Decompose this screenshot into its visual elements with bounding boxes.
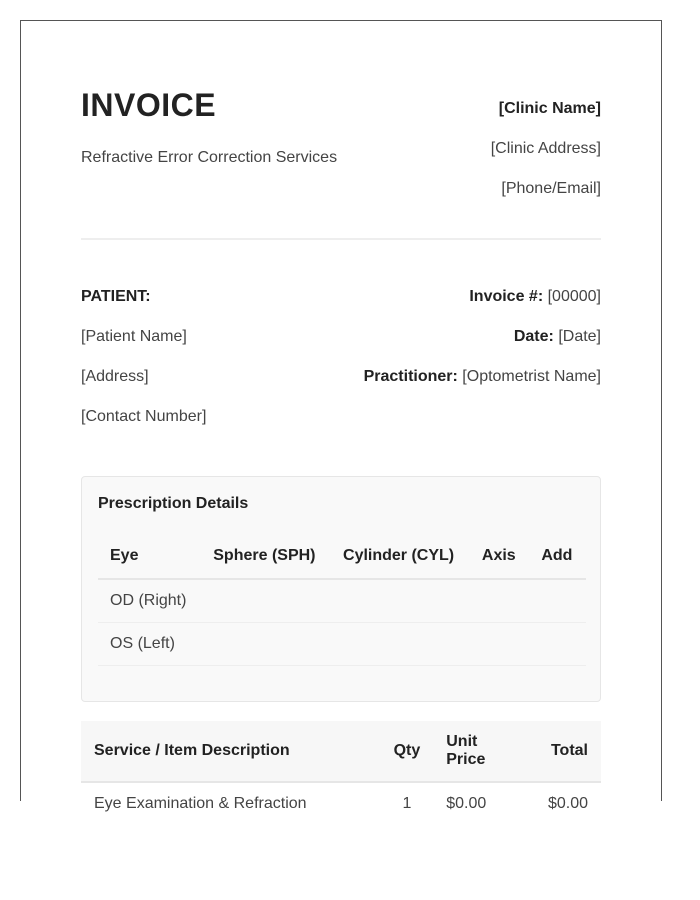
clinic-info — [491, 99, 601, 219]
table-row — [98, 579, 586, 623]
svc-cell-description: Eye Examination & Refraction — [94, 795, 307, 812]
invoice-subtitle: Refractive Error Correction Services — [81, 149, 338, 166]
practitioner-line — [364, 367, 601, 407]
rx-cell-add — [529, 579, 586, 623]
patient-info — [81, 287, 206, 447]
svc-header-total: Total — [519, 721, 601, 782]
prescription-title: Prescription Details — [98, 495, 249, 512]
practitioner-name: [Optometrist Name] — [462, 368, 601, 385]
invoice-title: INVOICE — [81, 87, 217, 123]
rx-cell-sphere — [201, 623, 331, 666]
prescription-panel — [81, 476, 601, 702]
rx-header-axis: Axis — [470, 533, 529, 579]
clinic-name: [Clinic Name] — [498, 100, 601, 117]
invoice-number: [00000] — [547, 288, 601, 305]
rx-cell-eye: OS (Left) — [98, 623, 201, 666]
services-header-row — [81, 721, 601, 782]
table-row — [98, 623, 586, 666]
svc-cell-qty: 1 — [402, 795, 412, 812]
prescription-table — [98, 533, 586, 666]
rx-header-cylinder: Cylinder (CYL) — [331, 533, 470, 579]
invoice-date-label: Date: — [513, 328, 554, 345]
rx-cell-sphere — [201, 579, 331, 623]
rx-cell-cylinder — [331, 623, 470, 666]
invoice-number-line — [364, 287, 601, 327]
svc-header-unit-price: Unit Price — [433, 721, 519, 782]
rx-cell-axis — [470, 579, 529, 623]
rx-cell-axis — [470, 623, 529, 666]
invoice-date: [Date] — [558, 328, 601, 345]
patient-contact: [Contact Number] — [81, 408, 207, 425]
svc-header-qty: Qty — [381, 721, 434, 782]
invoice-number-label: Invoice #: — [469, 288, 544, 305]
clinic-contact: [Phone/Email] — [501, 180, 601, 197]
prescription-header-row — [98, 533, 586, 579]
invoice-page — [20, 20, 662, 812]
invoice-date-line — [364, 327, 601, 367]
svc-cell-total: $0.00 — [547, 795, 588, 812]
rx-header-sphere: Sphere (SPH) — [201, 533, 331, 579]
rx-cell-add — [529, 623, 586, 666]
patient-label: PATIENT: — [81, 288, 151, 305]
clinic-address: [Clinic Address] — [490, 140, 601, 157]
invoice-meta — [364, 287, 601, 407]
table-row — [81, 782, 601, 825]
header-divider — [81, 238, 601, 240]
rx-cell-eye: OD (Right) — [98, 579, 201, 623]
rx-header-add: Add — [529, 533, 586, 579]
svc-cell-unit-price: $0.00 — [446, 795, 487, 812]
patient-address: [Address] — [81, 368, 149, 385]
services-table — [81, 721, 601, 825]
svc-header-description: Service / Item Description — [81, 721, 381, 782]
rx-header-eye: Eye — [98, 533, 201, 579]
practitioner-label: Practitioner: — [363, 368, 458, 385]
patient-name: [Patient Name] — [81, 328, 187, 345]
rx-cell-cylinder — [331, 579, 470, 623]
